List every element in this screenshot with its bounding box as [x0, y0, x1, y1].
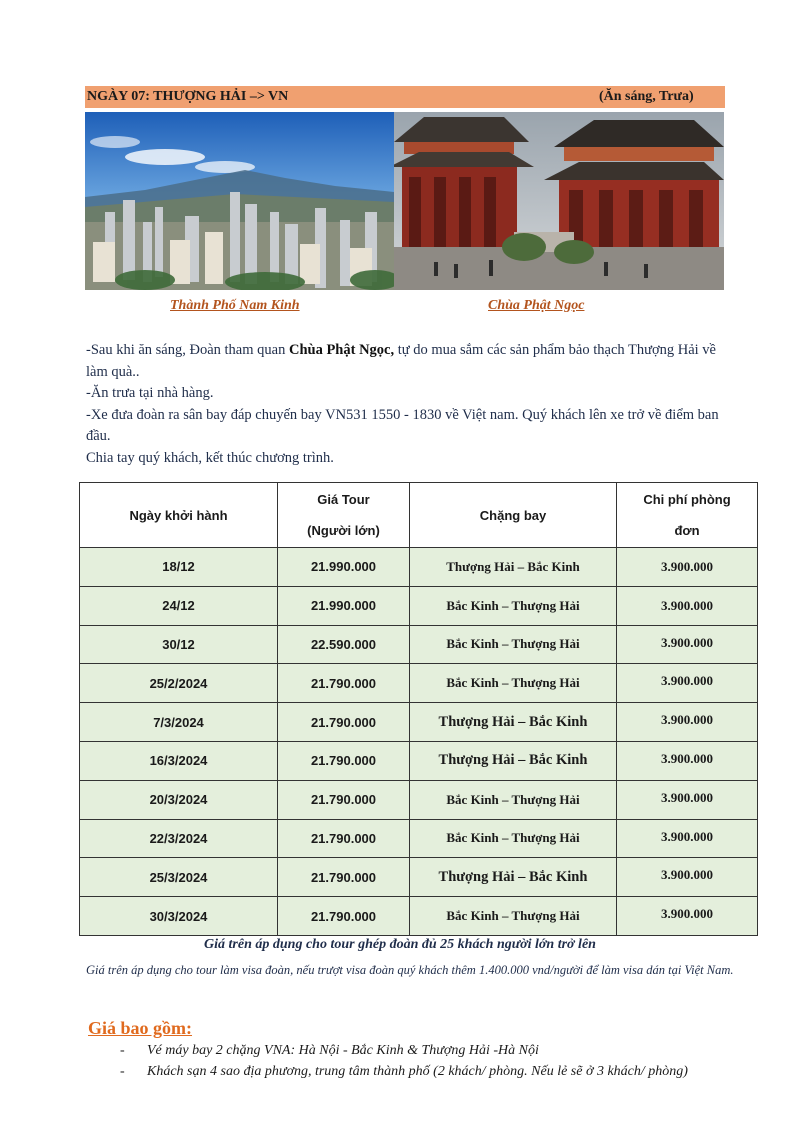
- tour-price-table: [79, 482, 758, 936]
- cell-route: Thượng Hải – Bắc Kinh: [410, 741, 617, 780]
- table-row: [80, 741, 758, 780]
- day-meals: (Ăn sáng, Trưa): [599, 89, 694, 104]
- cell-single-fee: 3.900.000: [617, 858, 758, 897]
- cell-route: Bắc Kinh – Thượng Hải: [410, 780, 617, 819]
- desc-line-3: -Xe đưa đoàn ra sân bay đáp chuyến bay VN531 1550 - 1830 về Việt nam. Quý khách lên xe trở về điểm ban đầu.: [86, 406, 719, 444]
- cell-route: Bắc Kinh – Thượng Hải: [410, 897, 617, 936]
- cell-date: 30/12: [80, 625, 278, 664]
- list-item: - Khách sạn 4 sao địa phương, trung tâm thành phố (2 khách/ phòng. Nếu lẻ sẽ ở 3 khách/ phòng): [120, 1061, 740, 1082]
- cell-route: Bắc Kinh – Thượng Hải: [410, 819, 617, 858]
- table-row: [80, 548, 758, 587]
- cell-route: Bắc Kinh – Thượng Hải: [410, 586, 617, 625]
- day-header-bar: [85, 86, 725, 108]
- header-single-room-fee: Chi phí phòng đơn: [617, 483, 758, 548]
- cell-single-fee: 3.900.000: [617, 741, 758, 780]
- cell-route: Bắc Kinh – Thượng Hải: [410, 625, 617, 664]
- cell-date: 20/3/2024: [80, 780, 278, 819]
- price-includes-heading: Giá bao gồm:: [88, 1018, 193, 1038]
- cell-price: 21.790.000: [278, 897, 410, 936]
- group-size-note: Giá trên áp dụng cho tour ghép đoàn đủ 25 khách người lớn trở lên: [204, 937, 596, 952]
- cell-price: 21.990.000: [278, 548, 410, 587]
- cell-date: 7/3/2024: [80, 703, 278, 742]
- cell-price: 22.590.000: [278, 625, 410, 664]
- cell-date: 24/12: [80, 586, 278, 625]
- photo-caption-nanjing: Thành Phố Nam Kinh: [170, 298, 300, 313]
- header-departure-date: Ngày khởi hành: [80, 483, 278, 548]
- cell-route: Thượng Hải – Bắc Kinh: [410, 703, 617, 742]
- photo-jade-buddha-temple: [394, 112, 724, 290]
- price-includes-list: [120, 1040, 740, 1082]
- cell-single-fee: 3.900.000: [617, 897, 758, 936]
- cell-route: Bắc Kinh – Thượng Hải: [410, 664, 617, 703]
- cell-single-fee: 3.900.000: [617, 548, 758, 587]
- table-row: [80, 780, 758, 819]
- temple-name-bold: Chùa Phật Ngọc,: [288, 342, 395, 358]
- dash-bullet: -: [120, 1043, 125, 1058]
- cell-price: 21.790.000: [278, 858, 410, 897]
- list-item: - Vé máy bay 2 chặng VNA: Hà Nội - Bắc Kinh & Thượng Hải -Hà Nội: [120, 1040, 740, 1061]
- cell-price: 21.990.000: [278, 586, 410, 625]
- cell-date: 22/3/2024: [80, 819, 278, 858]
- cell-date: 18/12: [80, 548, 278, 587]
- cell-single-fee: 3.900.000: [617, 586, 758, 625]
- table-row: [80, 664, 758, 703]
- table-row: [80, 703, 758, 742]
- table-row: [80, 819, 758, 858]
- cell-single-fee: 3.900.000: [617, 703, 758, 742]
- cell-single-fee: 3.900.000: [617, 664, 758, 703]
- itinerary-description: [86, 340, 726, 469]
- cell-date: 16/3/2024: [80, 741, 278, 780]
- cell-price: 21.790.000: [278, 819, 410, 858]
- cell-single-fee: 3.900.000: [617, 819, 758, 858]
- cell-date: 30/3/2024: [80, 897, 278, 936]
- dash-bullet: -: [120, 1064, 125, 1079]
- cell-price: 21.790.000: [278, 780, 410, 819]
- photo-caption-temple: Chùa Phật Ngọc: [488, 298, 585, 313]
- cell-price: 21.790.000: [278, 664, 410, 703]
- header-tour-price: Giá Tour (Người lớn): [278, 483, 410, 548]
- table-row: [80, 897, 758, 936]
- cell-date: 25/2/2024: [80, 664, 278, 703]
- cell-price: 21.790.000: [278, 741, 410, 780]
- table-header-row: [80, 483, 758, 548]
- day-title: NGÀY 07: THƯỢNG HẢI –> VN: [87, 89, 289, 104]
- cell-route: Thượng Hải – Bắc Kinh: [410, 858, 617, 897]
- desc-line-1: -Sau khi ăn sáng, Đoàn tham quan Chùa Phật Ngọc, tự do mua sắm các sản phẩm bảo thạch Thượng Hải về làm quà..: [86, 342, 716, 380]
- desc-line-2: -Ăn trưa tại nhà hàng.: [86, 385, 214, 401]
- header-flight-route: Chặng bay: [410, 483, 617, 548]
- cell-single-fee: 3.900.000: [617, 625, 758, 664]
- table-row: [80, 858, 758, 897]
- cell-date: 25/3/2024: [80, 858, 278, 897]
- photo-nanjing-city: [85, 112, 394, 290]
- cell-route: Thượng Hải – Bắc Kinh: [410, 548, 617, 587]
- cell-single-fee: 3.900.000: [617, 780, 758, 819]
- table-row: [80, 586, 758, 625]
- desc-line-4: Chia tay quý khách, kết thúc chương trình.: [86, 449, 334, 466]
- visa-note: Giá trên áp dụng cho tour làm visa đoàn, nếu trượt visa đoàn quý khách thêm 1.400.000 vnd/người để làm visa dán tại Việt Nam.: [86, 963, 734, 977]
- cell-price: 21.790.000: [278, 703, 410, 742]
- table-row: [80, 625, 758, 664]
